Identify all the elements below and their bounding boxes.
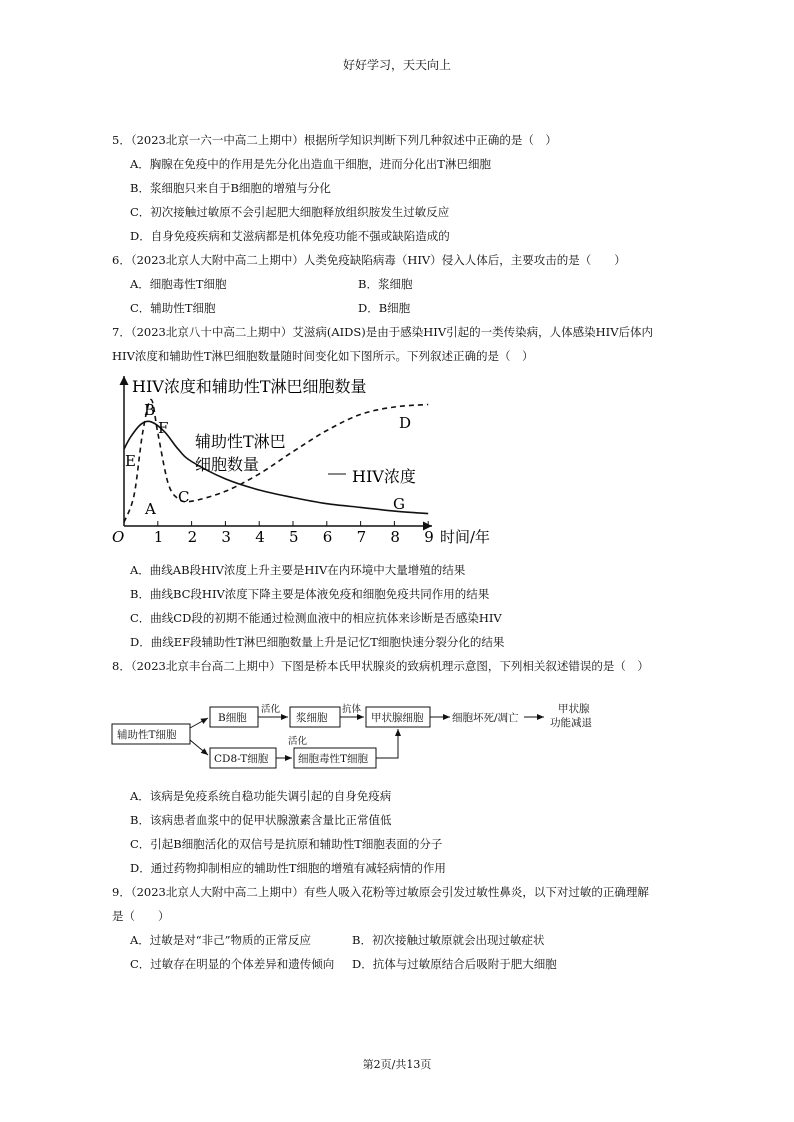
point-label-f: F [158,419,169,437]
arrow-ctl-to-thyroid [376,729,398,758]
question-8-stem: 8．（2023北京丰台高二上期中）下图是桥本氏甲状腺炎的致病机理示意图，下列相关叙述错误的是（ ） [112,659,649,673]
question-6-option-d: D．B细胞 [358,301,411,315]
x-tick-label: 9 [424,528,434,546]
antibody-label: 抗体 [342,704,362,715]
thyroiditis-diagram [110,700,630,774]
point-label-d: D [399,414,412,432]
question-6-option-b: B．浆细胞 [358,277,413,291]
question-6-option-a: A．细胞毒性T细胞 [130,277,227,291]
question-7-option-d: D．曲线EF段辅助性T淋巴细胞数量上升是记忆T细胞快速分裂分化的结果 [130,635,505,649]
cell-death-label: 细胞坏死/凋亡 [452,712,519,724]
cd8-t-cell-label: CD8-T细胞 [214,753,269,765]
x-tick-label: 7 [356,528,367,546]
x-axis-label: 时间/年 [440,528,491,546]
question-7-option-b: B．曲线BC段HIV浓度下降主要是体液免疫和细胞免疫共同作用的结果 [130,587,490,601]
question-5-option-a: A．胸腺在免疫中的作用是先分化出造血干细胞，进而分化出T淋巴细胞 [130,157,491,171]
activate-label-1: 活化 [261,704,281,715]
x-tick-label: 5 [289,528,299,546]
question-9-option-d: D．抗体与过敏原结合后吸附于肥大细胞 [352,957,557,971]
question-9-option-c: C．过敏存在明显的个体差异和遗传倾向 [130,957,335,971]
thyroid-cell-label: 甲状腺细胞 [371,712,424,724]
question-8-option-c: C．引起B细胞活化的双信号是抗原和辅助性T细胞表面的分子 [130,837,443,851]
point-label-a: A [145,500,156,518]
series-label-helper-t-line2: 细胞数量 [195,455,260,474]
question-5-stem: 5．（2023北京一六一中高二上期中）根据所学知识判断下列几种叙述中正确的是（ ） [112,133,557,147]
x-tick-label: 2 [187,528,198,546]
question-8-option-b: B．该病患者血浆中的促甲状腺激素含量比正常值低 [130,813,392,827]
hiv-chart [110,370,510,550]
cytotoxic-t-cell-label: 细胞毒性T细胞 [298,753,369,765]
question-9-option-b: B．初次接触过敏原就会出现过敏症状 [352,933,545,947]
x-tick-label: 4 [255,528,265,546]
point-label-e: E [125,452,136,470]
series-hiv-line [124,400,428,523]
x-tick-label: 8 [390,528,400,546]
thyroiditis-diagram-svg [110,700,630,774]
result-label-line1: 甲状腺 [558,703,590,715]
plasma-cell-label: 浆细胞 [296,712,328,724]
point-label-g: G [393,495,405,513]
activate-label-2: 活化 [288,736,308,747]
b-cell-label: B细胞 [218,712,247,724]
arrow-helper-to-cd8 [190,740,208,755]
question-5-option-c: C．初次接触过敏原不会引起肥大细胞释放组织胺发生过敏反应 [130,205,450,219]
question-7-stem-line1: 7．（2023北京八十中高二上期中）艾滋病(AIDS)是由于感染HIV引起的一类传染病，人体感染HIV后体内 [112,325,654,339]
point-label-b: B [144,401,156,419]
question-5-option-b: B．浆细胞只来自于B细胞的增殖与分化 [130,181,331,195]
point-label-c: C [178,488,190,506]
question-7-option-a: A．曲线AB段HIV浓度上升主要是HIV在内环境中大量增殖的结果 [130,563,466,577]
result-label-line2: 功能减退 [550,717,592,729]
x-tick-label: 6 [322,528,333,546]
question-7-option-c: C．曲线CD段的初期不能通过检测血液中的相应抗体来诊断是否感染HIV [130,611,502,625]
question-9-stem-line2: 是（ ） [112,909,170,923]
question-7-stem-line2: HIV浓度和辅助性T淋巴细胞数量随时间变化如下图所示。下列叙述正确的是（ ） [112,349,534,363]
origin-label: O [112,528,125,546]
hiv-chart-svg [110,370,510,550]
x-tick-label: 1 [153,528,164,546]
x-tick-label: 3 [221,528,231,546]
helper-t-cell-label: 辅助性T细胞 [117,729,177,741]
question-5-option-d: D．自身免疫疾病和艾滋病都是机体免疫功能不强或缺陷造成的 [130,229,450,243]
question-9-option-a: A．过敏是对“非己”物质的正常反应 [130,933,312,947]
series-label-hiv: HIV浓度 [352,467,416,486]
series-label-helper-t-line1: 辅助性T淋巴 [195,432,286,451]
question-6-stem: 6．（2023北京人大附中高二上期中）人类免疫缺陷病毒（HIV）侵入人体后，主要攻击的是（ ） [112,253,626,267]
arrow-helper-to-b [190,718,208,728]
question-8-option-d: D．通过药物抑制相应的辅助性T细胞的增殖有减轻病情的作用 [130,861,446,875]
page-header: 好好学习，天天向上 [342,58,451,72]
chart-title: HIV浓度和辅助性T淋巴细胞数量 [132,377,367,396]
question-8-option-a: A．该病是免疫系统自稳功能失调引起的自身免疫病 [130,789,392,803]
question-9-stem-line1: 9．（2023北京人大附中高二上期中）有些人吸入花粉等过敏原会引发过敏性鼻炎，以下对过敏的正确理解 [112,885,649,899]
question-6-option-c: C．辅助性T细胞 [130,301,216,315]
page-footer: 第2页/共13页 [362,1058,432,1071]
